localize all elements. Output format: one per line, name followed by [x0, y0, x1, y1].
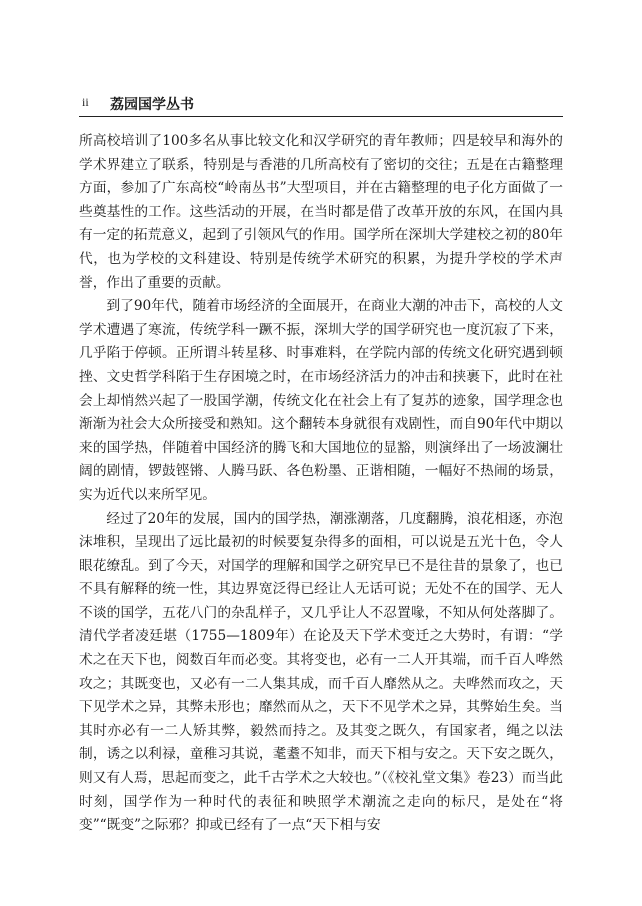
page-number: ii — [82, 95, 89, 109]
series-title: 荔园国学丛书 — [110, 97, 194, 113]
paragraph: 到了90年代，随着市场经济的全面展开，在商业大潮的冲击下，高校的人文学术遭遇了寒流，传统学科一蹶不振，深圳大学的国学研究也一度沉寂了下来，几乎陷于停顿。正所谓斗转星移、时事难料，在学院内部的传统文化研究遇到顿挫、文史哲学科陷于生存困境之时，在市场经济活力的冲击和挟裹下，此时在社会上却悄然兴起了一股国学潮，传统文化在社会上有了复苏的迹象，国学理念也渐渐为社会大众所接受和熟知。这个翻转本身就很有戏剧性，而自90年代中期以来的国学热，伴随着中国经济的腾飞和大国地位的显豁，则演绎出了一场波澜壮阔的剧情，锣鼓铿锵、人腾马跃、各色粉墨、正谐相随，一幅好不热闹的场景，实为近代以来所罕见。 — [79, 298, 563, 503]
body-text — [79, 130, 563, 838]
paragraph-continued: 所高校培训了100多名从事比较文化和汉学研究的青年教师；四是较早和海外的学术界建立了联系，特别是与香港的几所高校有了密切的交往；五是在古籍整理方面，参加了广东高校“岭南丛书”大型项目，并在古籍整理的电子化方面做了一些奠基性的工作。这些活动的开展，在当时都是借了改革开放的东风，在国内具有一定的拓荒意义，起到了引领风气的作用。国学所在深圳大学建校之初的80年代，也为学校的文科建设、特别是传统学术研究的积累，为提升学校的学术声誉，作出了重要的贡献。 — [79, 133, 563, 291]
paragraph: 经过了20年的发展，国内的国学热，潮涨潮落，几度翻腾，浪花相逐，亦泡沫堆积，呈现出了远比最初的时候要复杂得多的面相，可以说是五光十色，令人眼花缭乱。到了今天，对国学的理解和国学之研究早已不是往昔的景象了，也已不具有解释的统一性，其边界宽泛得已经让人无话可说；无处不在的国学、无人不谈的国学，五花八门的杂乱样子，又几乎让人不忍置喙，不知从何处落脚了。清代学者凌廷堪（1755—1809年）在论及天下学术变迁之大势时，有谓：“学术之在天下也，阅数百年而必变。其将变也，必有一二人开其端，而千百人哗然攻之；其既变也，又必有一二人集其成，而千百人靡然从之。夫哗然而攻之，天下见学术之异，其弊未形也；靡然而从之，天下不见学术之异，其弊始生矣。当其时亦必有一二人矫其弊，毅然而持之。及其变之既久，有国家者，绳之以法制，诱之以利禄，童稚习其说，耄耋不知非，而天下相与安之。天下安之既久，则又有人焉，思起而变之，此千古学术之大较也。”（《校礼堂文集》卷23）而当此时刻，国学作为一种时代的表征和映照学术潮流之走向的标尺，是处在“将变”“既变”之际邪？抑或已经有了一点“天下相与安 — [79, 510, 563, 834]
running-header — [79, 94, 563, 117]
